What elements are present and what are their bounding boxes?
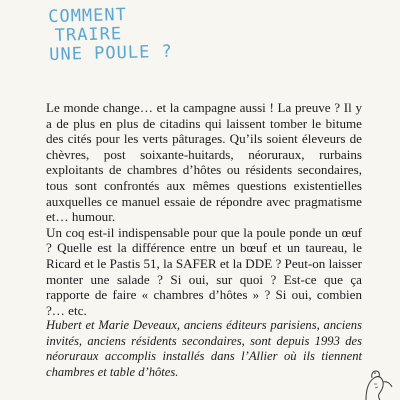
title-line-3: UNE POULE ? — [48, 41, 174, 65]
blurb — [46, 100, 362, 318]
blurb-paragraph-2: Un coq est-il indispensable pour que la poule ponde un œuf ? Quelle est la différence entre un bœuf et un taureau, le Ricard et le Pastis 51, la SAFER et la DDE ? Peut-on laisser monter une salade ? Si oui, sur quoi ? Est-ce que ça rapporte de faire « chambres d’hôtes » ? Si oui, combien ?… etc. — [46, 224, 363, 318]
title-line-2: TRAIRE — [54, 24, 123, 46]
handwritten-title — [48, 3, 249, 65]
sketch-illustration — [352, 360, 400, 400]
author-bio-text: Hubert et Marie Deveaux, anciens éditeurs parisiens, anciens invités, anciens résidents secondaires, sont depuis 1993 des néoruraux accomplis installés dans l’Allier où ils tiennent chambres et table d’hôtes. — [46, 318, 362, 379]
author-bio — [46, 318, 362, 380]
title-line-1: COMMENT — [47, 4, 128, 27]
blurb-paragraph-1: Le monde change… et la campagne aussi ! La preuve ? Il y a de plus en plus de citadins qui laissent tomber le bitume des cités pour les verts pâturages. Qu’ils soient éleveurs de chèvres, post soixante-huitards, néoruraux, rurbains exploitants de chambres d’hôtes ou résidents secondaires, tous sont confrontés aux mêmes questions existentielles auxquelles ce manuel essaie de répondre avec pragmatisme et… humour. — [46, 100, 362, 225]
